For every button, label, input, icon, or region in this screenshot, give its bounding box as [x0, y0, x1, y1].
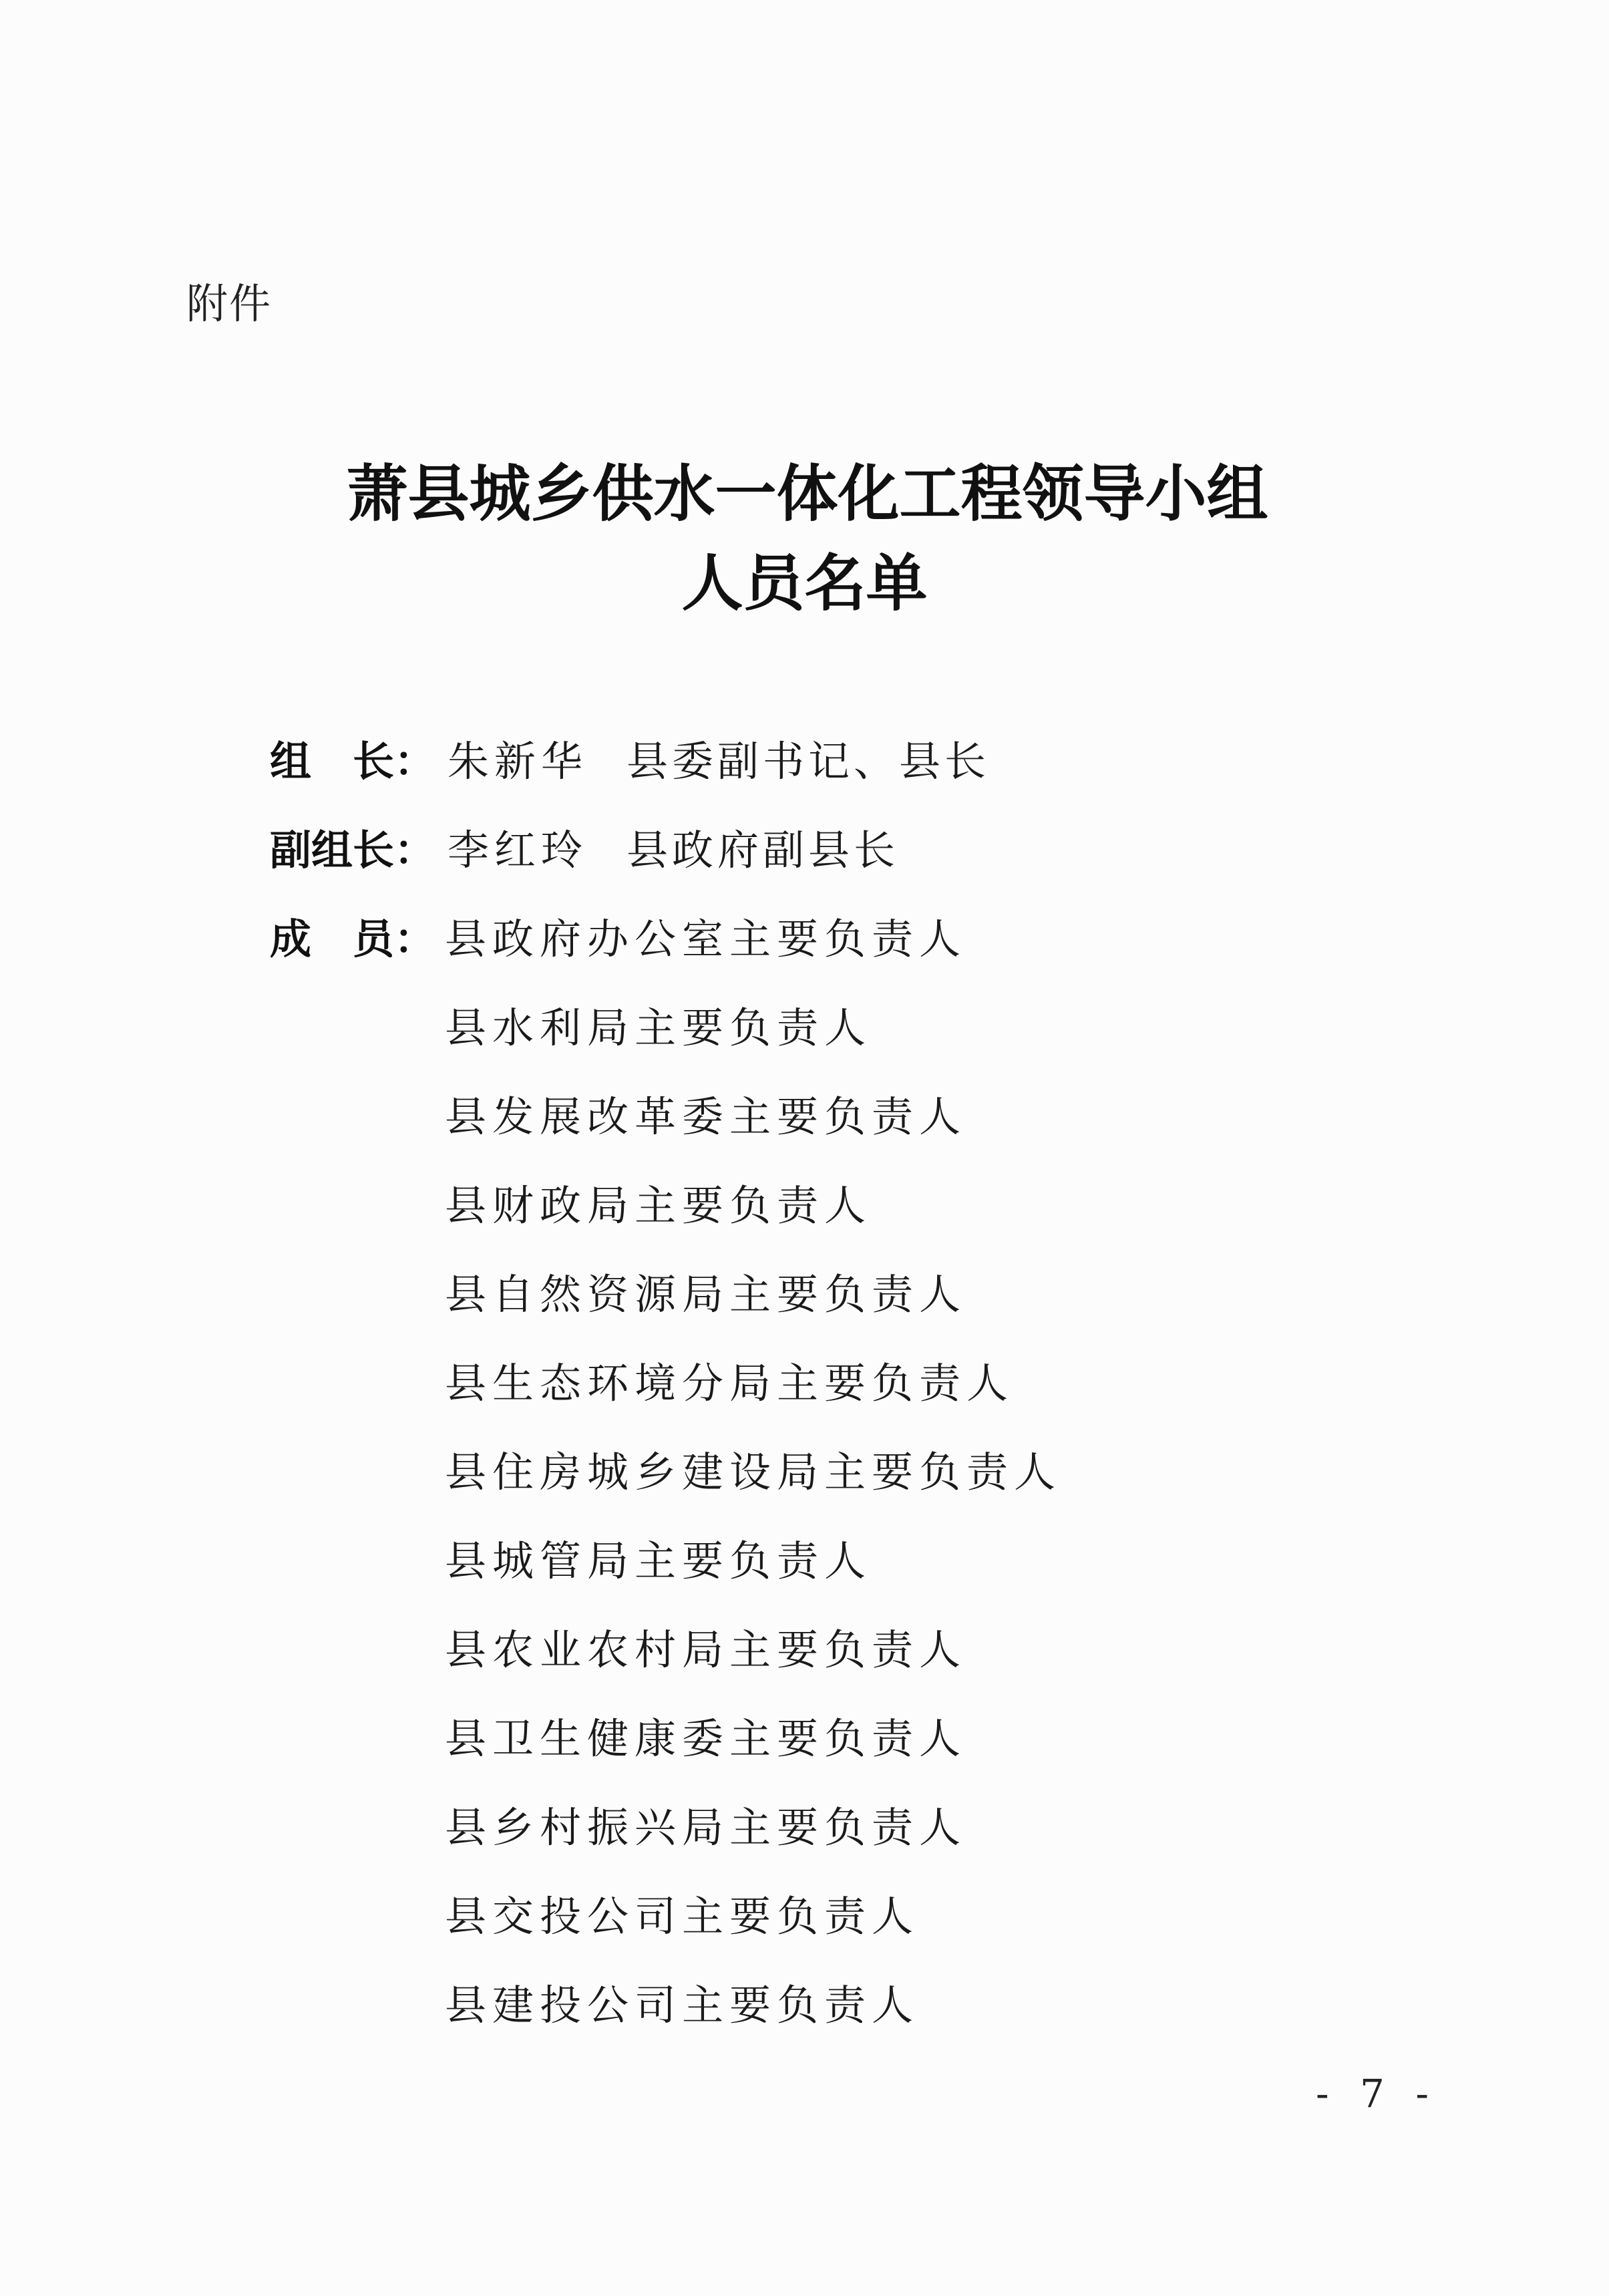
member-item: 县农业农村局主要负责人	[445, 1625, 967, 1674]
document-title-line-1: 萧县城乡供水一体化工程领导小组	[346, 458, 1268, 530]
leader-label: 组 长：	[270, 737, 436, 786]
deputy-label: 副组长：	[270, 826, 436, 874]
member-item: 县城管局主要负责人	[445, 1536, 872, 1585]
page-number: - 7 -	[1316, 2071, 1438, 2116]
member-item: 县乡村振兴局主要负责人	[445, 1803, 967, 1852]
deputy-name: 李红玲	[448, 826, 588, 874]
member-item: 县住房城乡建设局主要负责人	[445, 1448, 1062, 1496]
member-item: 县政府办公室主要负责人	[445, 915, 967, 963]
members-label: 成 员：	[270, 915, 436, 963]
member-item: 县建投公司主要负责人	[445, 1981, 920, 2029]
attachment-label: 附件	[186, 279, 273, 328]
member-item: 县自然资源局主要负责人	[445, 1270, 967, 1319]
member-item: 县卫生健康委主要负责人	[445, 1714, 967, 1763]
leader-post: 县委副书记、县长	[627, 737, 991, 786]
deputy-post: 县政府副县长	[627, 826, 900, 874]
member-item: 县发展改革委主要负责人	[445, 1092, 967, 1141]
member-item: 县财政局主要负责人	[445, 1181, 872, 1230]
document-title-line-2: 人员名单	[681, 547, 928, 619]
member-item: 县生态环境分局主要负责人	[445, 1359, 1015, 1408]
leader-name: 朱新华	[448, 737, 588, 786]
member-item: 县交投公司主要负责人	[445, 1892, 920, 1941]
member-item: 县水利局主要负责人	[445, 1003, 872, 1052]
